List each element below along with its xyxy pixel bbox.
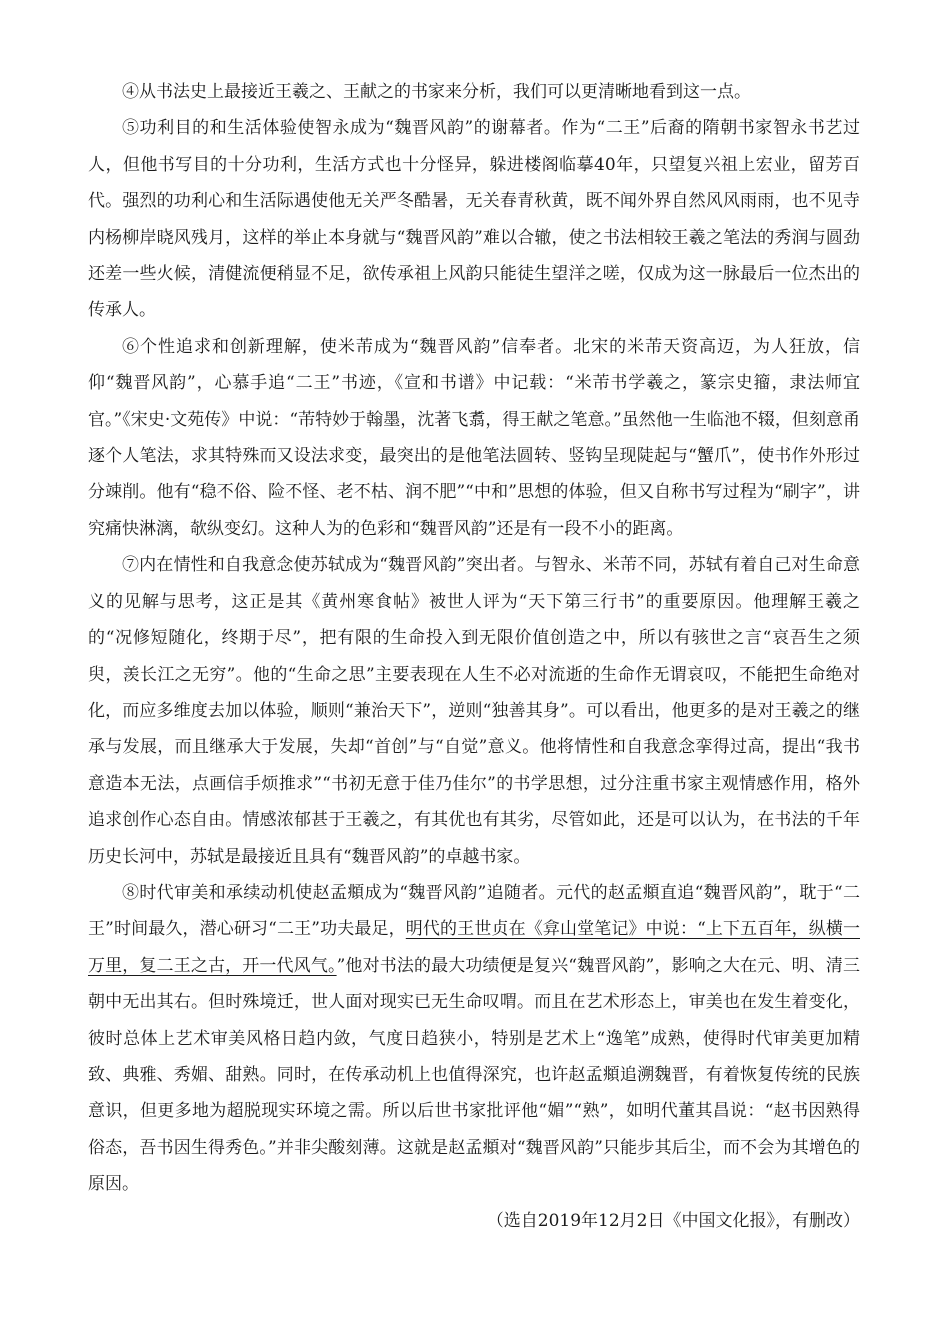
article-body (88, 74, 860, 1239)
underlined-quote: 明代的王世贞在《弇山堂笔记》中说：“上下五百年，纵横一万里，复二王之古，开一代风气。 (88, 919, 860, 976)
paragraph-8 (88, 875, 860, 1203)
paragraph-8-text-before: ⑧时代审美和承续动机使赵孟頫成为“魏晋风韵”追随者。元代的赵孟頫直追“魏晋风韵”，耽于“二王”时间最久，潜心研习“二王”功夫最足， (88, 882, 860, 940)
paragraph-4: ④从书法史上最接近王羲之、王献之的书家来分析，我们可以更清晰地看到这一点。 (122, 82, 751, 102)
paragraph-5: ⑤功利目的和生活体验使智永成为“魏晋风韵”的谢幕者。作为“二王”后裔的隋朝书家智永书艺过人，但他书写目的十分功利，生活方式也十分怪异，躲进楼阁临摹40年，只望复兴祖上宏业，留芳百代。强烈的功利心和生活际遇使他无关严冬酷暑，无关春青秋黄，既不闻外界自然风风雨雨，也不见寺内杨柳岸晓风残月，这样的举止本身就与“魏晋风韵”难以合辙，使之书法相较王羲之笔法的秀润与圆劲还差一些火候，清健流便稍显不足，欲传承祖上风韵只能徒生望洋之嗟，仅成为这一脉最后一位杰出的传承人。 (88, 118, 860, 321)
source-citation: （选自2019年12月2日《中国文化报》，有删改） (486, 1210, 860, 1231)
paragraph-8-text-after: ”他对书法的最大功绩便是复兴“魏晋风韵”，影响之大在元、明、清三朝中无出其右。但时殊境迁，世人面对现实已无生命叹喟。而且在艺术形态上，审美也在发生着变化，彼时总体上艺术审美风格日趋内敛，气度日趋狭小，特别是艺术上“逸笔”成熟，使得时代审美更加精致、典雅、秀媚、甜熟。同时，在传承动机上也值得深究，也许赵孟頫追溯魏晋，有着恢复传统的民族意识，但更多地为超脱现实环境之需。所以后世书家批评他“媚”“熟”，如明代董其昌说：“赵书因熟得俗态，吾书因生得秀色。”并非尖酸刻薄。这就是赵孟頫对“魏晋风韵”只能步其后尘，而不会为其增色的原因。 (88, 955, 860, 1195)
paragraph-7: ⑦内在情性和自我意念使苏轼成为“魏晋风韵”突出者。与智永、米芾不同，苏轼有着自己对生命意义的见解与思考，这正是其《黄州寒食帖》被世人评为“天下第三行书”的重要原因。他理解王羲之的“况修短随化，终期于尽”，把有限的生命投入到无限价值创造之中，所以有骇世之言“哀吾生之须臾，羡长江之无穷”。他的“生命之思”主要表现在人生不必对流逝的生命作无谓哀叹，不能把生命绝对化，而应多维度去加以体验，顺则“兼治天下”，逆则“独善其身”。可以看出，他更多的是对王羲之的继承与发展，而且继承大于发展，失却“首创”与“自觉”意义。他将情性和自我意念挛得过高，提出“我书意造本无法，点画信手烦推求”“书初无意于佳乃佳尔”的书学思想，过分注重书家主观情感作用，格外追求创作心态自由。情感浓郁甚于王羲之，有其优也有其劣，尽管如此，还是可以认为，在书法的千年历史长河中，苏轼是最接近且具有“魏晋风韵”的卓越书家。 (88, 555, 860, 867)
paragraph-6: ⑥个性追求和创新理解，使米芾成为“魏晋风韵”信奉者。北宋的米芾天资高迈，为人狂放，信仰“魏晋风韵”，心慕手追“二王”书迹，《宣和书谱》中记载：“米芾书学羲之，篆宗史籀，隶法师宜官。”《宋史·文苑传》中说：“芾特妙于翰墨，沈著飞翥，得王献之笔意。”虽然他一生临池不辍，但刻意甬逐个人笔法，求其特殊而又设法求变，最突出的是他笔法圆转、竖钩呈现陡起与“蟹爪”，使书作外形过分竦削。他有“稳不俗、险不怪、老不枯、润不肥”“中和”思想的体验，但又自称书写过程为“刷字”，讲究痛快淋漓，欹纵变幻。这种人为的色彩和“魏晋风韵”还是有一段不小的距离。 (88, 336, 860, 539)
